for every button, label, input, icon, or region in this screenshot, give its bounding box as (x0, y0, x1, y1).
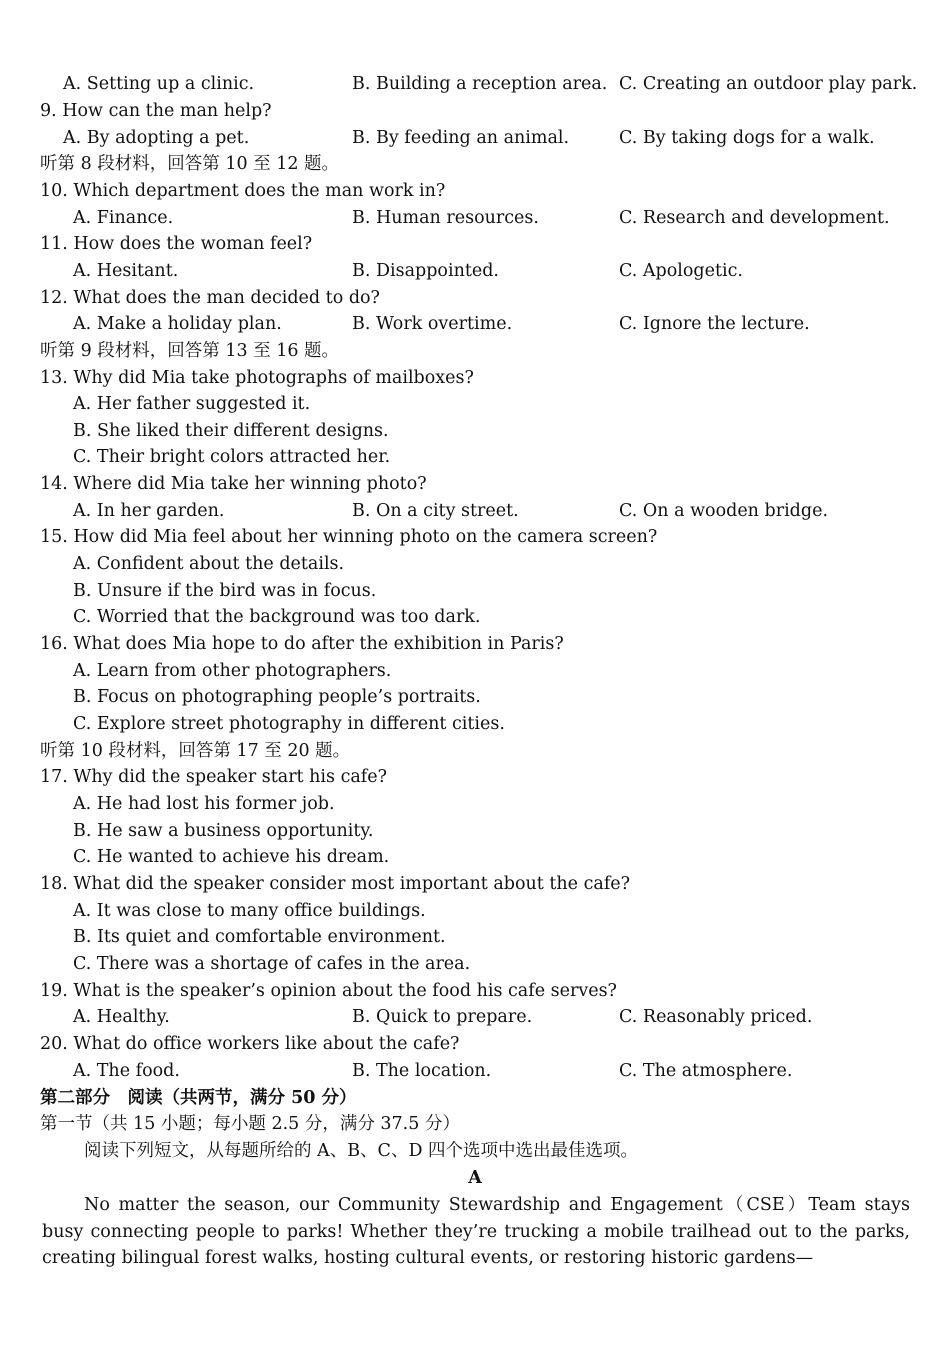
q8-option-b: B. Building a reception area. (352, 74, 608, 94)
q13-stem: 13. Why did Mia take photographs of mailboxes? (40, 368, 474, 388)
q13-option-c: C. Their bright colors attracted her. (73, 447, 391, 467)
q9-option-c: C. By taking dogs for a walk. (619, 128, 875, 148)
q14-option-a: A. In her garden. (73, 501, 225, 521)
q17-option-b: B. He saw a business opportunity. (73, 821, 374, 841)
q12-option-b: B. Work overtime. (352, 314, 513, 334)
q10-option-a: A. Finance. (73, 208, 174, 228)
part2-heading: 第二部分 阅读（共两节，满分 50 分） (40, 1088, 357, 1108)
q20-option-a: A. The food. (73, 1061, 180, 1081)
q20-option-c: C. The atmosphere. (619, 1061, 793, 1081)
q16-option-a: A. Learn from other photographers. (73, 661, 392, 681)
q12-option-a: A. Make a holiday plan. (73, 314, 282, 334)
section1-heading: 第一节（共 15 小题；每小题 2.5 分，满分 37.5 分） (40, 1114, 460, 1134)
q11-stem: 11. How does the woman feel? (40, 234, 313, 254)
q18-option-a: A. It was close to many office buildings. (73, 901, 426, 921)
q14-stem: 14. Where did Mia take her winning photo? (40, 474, 427, 494)
section9-instruction: 听第 9 段材料，回答第 13 至 16 题。 (40, 341, 340, 361)
q14-option-c: C. On a wooden bridge. (619, 501, 829, 521)
q10-option-c: C. Research and development. (619, 208, 890, 228)
q17-option-a: A. He had lost his former job. (73, 794, 335, 814)
q12-option-c: C. Ignore the lecture. (619, 314, 810, 334)
passage-label: A (468, 1168, 482, 1188)
q16-stem: 16. What does Mia hope to do after the exhibition in Paris? (40, 634, 564, 654)
q11-option-a: A. Hesitant. (73, 261, 179, 281)
q8-option-a: A. Setting up a clinic. (63, 74, 255, 94)
q10-stem: 10. Which department does the man work in? (40, 181, 446, 201)
q18-option-b: B. Its quiet and comfortable environment. (73, 927, 446, 947)
q20-stem: 20. What do office workers like about the cafe? (40, 1034, 460, 1054)
q9-option-b: B. By feeding an animal. (352, 128, 570, 148)
reading-instruction: 阅读下列短文，从每题所给的 A、B、C、D 四个选项中选出最佳选项。 (84, 1141, 639, 1161)
q15-option-b: B. Unsure if the bird was in focus. (73, 581, 377, 601)
q19-stem: 19. What is the speaker’s opinion about the food his cafe serves? (40, 981, 617, 1001)
q11-option-c: C. Apologetic. (619, 261, 743, 281)
q11-option-b: B. Disappointed. (352, 261, 499, 281)
q17-option-c: C. He wanted to achieve his dream. (73, 847, 390, 867)
q15-stem: 15. How did Mia feel about her winning photo on the camera screen? (40, 527, 658, 547)
q19-option-b: B. Quick to prepare. (352, 1007, 533, 1027)
section10-instruction: 听第 10 段材料，回答第 17 至 20 题。 (40, 741, 351, 761)
q20-option-b: B. The location. (352, 1061, 492, 1081)
q16-option-b: B. Focus on photographing people’s portraits. (73, 687, 481, 707)
q9-option-a: A. By adopting a pet. (63, 128, 250, 148)
q10-option-b: B. Human resources. (352, 208, 539, 228)
q19-option-c: C. Reasonably priced. (619, 1007, 813, 1027)
q14-option-b: B. On a city street. (352, 501, 519, 521)
passage-paragraph: No matter the season, our Community Stewardship and Engagement（CSE）Team stays busy connecting people to parks! Whether they’re trucking a mobile trailhead out to the parks, creating bilingual forest walks, hosting cultural events, or restoring historic gardens— (42, 1195, 910, 1268)
q12-stem: 12. What does the man decided to do? (40, 288, 380, 308)
section8-instruction: 听第 8 段材料，回答第 10 至 12 题。 (40, 154, 340, 174)
q9-stem: 9. How can the man help? (40, 101, 272, 121)
q8-option-c: C. Creating an outdoor play park. (619, 74, 918, 94)
q13-option-b: B. She liked their different designs. (73, 421, 389, 441)
q15-option-c: C. Worried that the background was too dark. (73, 607, 481, 627)
q19-option-a: A. Healthy. (73, 1007, 170, 1027)
q18-option-c: C. There was a shortage of cafes in the area. (73, 954, 471, 974)
q16-option-c: C. Explore street photography in different cities. (73, 714, 505, 734)
q17-stem: 17. Why did the speaker start his cafe? (40, 767, 388, 787)
q15-option-a: A. Confident about the details. (73, 554, 345, 574)
q18-stem: 18. What did the speaker consider most important about the cafe? (40, 874, 631, 894)
q13-option-a: A. Her father suggested it. (73, 394, 311, 414)
